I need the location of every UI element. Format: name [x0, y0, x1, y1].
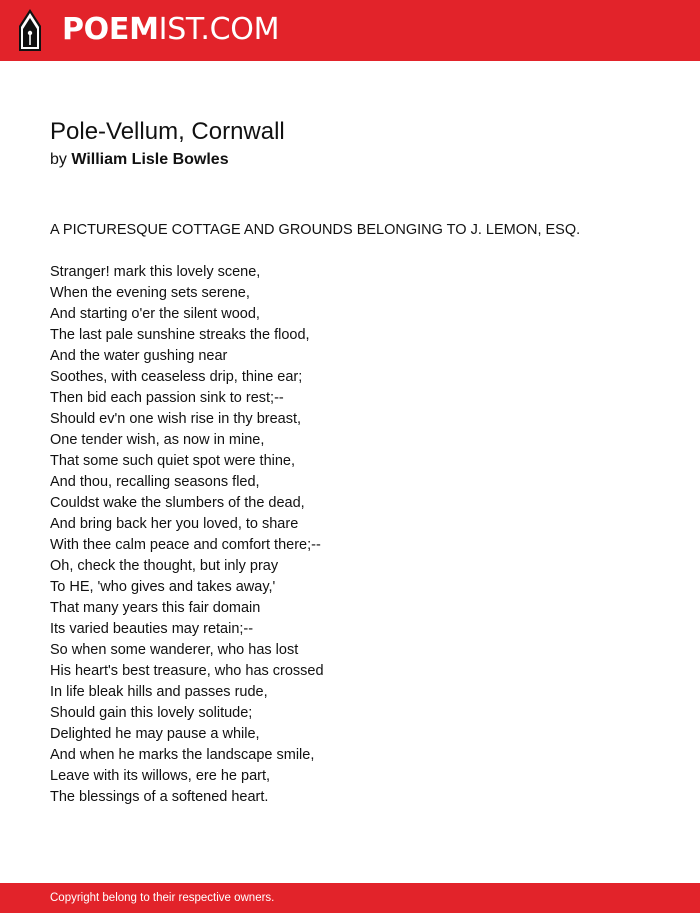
- poem-line: Soothes, with ceaseless drip, thine ear;: [50, 369, 303, 385]
- poem-line: Stranger! mark this lovely scene,: [50, 264, 261, 280]
- by-label: by: [50, 151, 67, 168]
- poem-title: Pole-Vellum, Cornwall: [50, 118, 285, 145]
- poem-line: The last pale sunshine streaks the flood,: [50, 327, 310, 343]
- poem-line: So when some wanderer, who has lost: [50, 642, 299, 658]
- poem-line: And the water gushing near: [50, 348, 228, 364]
- poem-line: Couldst wake the slumbers of the dead,: [50, 495, 305, 511]
- poem-line: To HE, 'who gives and takes away,': [50, 579, 276, 595]
- site-header: [0, 0, 700, 61]
- poem-line: His heart's best treasure, who has crossed: [50, 663, 324, 679]
- poem-line: The blessings of a softened heart.: [50, 789, 269, 805]
- site-logo[interactable]: [62, 12, 279, 48]
- poem-line: Oh, check the thought, but inly pray: [50, 558, 279, 574]
- poem-line: Delighted he may pause a while,: [50, 726, 260, 742]
- poem-byline: [50, 150, 229, 170]
- pen-nib-icon[interactable]: [18, 9, 42, 51]
- poem-line: When the evening sets serene,: [50, 285, 250, 301]
- poem-line: That some such quiet spot were thine,: [50, 453, 296, 469]
- copyright-notice: Copyright belong to their respective owners.: [50, 892, 275, 904]
- brand-light: IST.COM: [158, 12, 280, 47]
- poem-line: And thou, recalling seasons fled,: [50, 474, 260, 490]
- poem-line: In life bleak hills and passes rude,: [50, 684, 268, 700]
- poem-body: [50, 262, 324, 808]
- poem-line: Then bid each passion sink to rest;--: [50, 390, 284, 406]
- poem-line: One tender wish, as now in mine,: [50, 432, 265, 448]
- site-footer: [0, 883, 700, 913]
- poem-line: With thee calm peace and comfort there;--: [50, 537, 321, 553]
- poem-line: Should ev'n one wish rise in thy breast,: [50, 411, 302, 427]
- poem-line: That many years this fair domain: [50, 600, 261, 616]
- poem-line: And bring back her you loved, to share: [50, 516, 299, 532]
- poem-line: And when he marks the landscape smile,: [50, 747, 315, 763]
- poem-subtitle: A PICTURESQUE COTTAGE AND GROUNDS BELONGING TO J. LEMON, ESQ.: [50, 222, 581, 238]
- poem-line: Its varied beauties may retain;--: [50, 621, 254, 637]
- poem-line: And starting o'er the silent wood,: [50, 306, 260, 322]
- brand-bold: POEM: [62, 12, 159, 47]
- author-name: William Lisle Bowles: [71, 151, 229, 168]
- poem-line: Should gain this lovely solitude;: [50, 705, 253, 721]
- poem-line: Leave with its willows, ere he part,: [50, 768, 271, 784]
